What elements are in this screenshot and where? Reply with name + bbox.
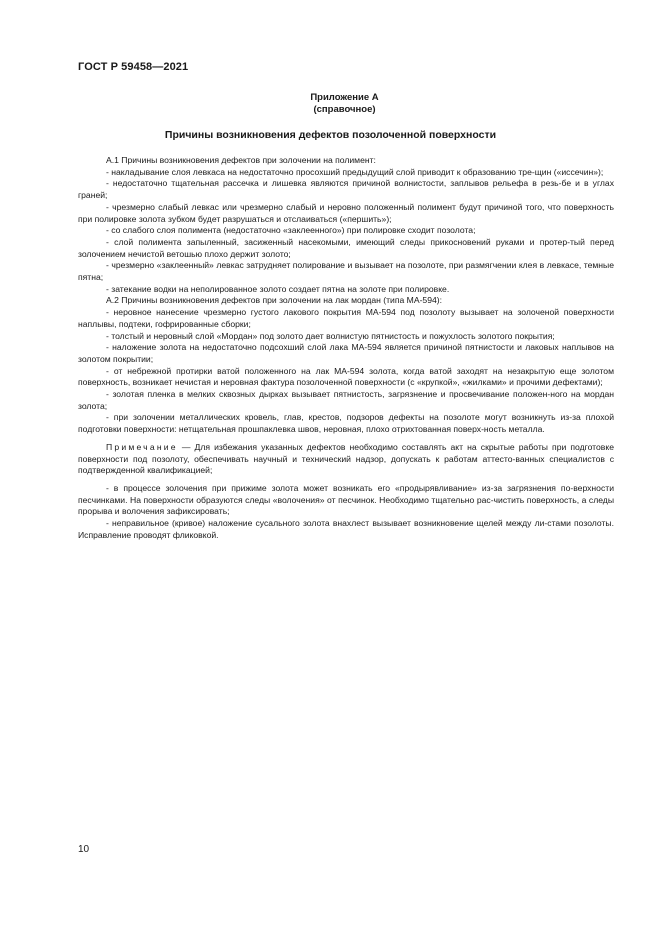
paragraph: - в процессе золочения при прижиме золота может возникать его «продырявливание» из-за загрязнения по-верхности песчинками. На поверхности образуются следы «волочения» от песчинок. Необходимо тщательно рас-чистить поверхность, а следы прорыва и волочения зафиксировать; [78, 482, 614, 517]
paragraph: - чрезмерно слабый левкас или чрезмерно слабый и неровно положенный полимент будут причиной того, что поверхность при полировке золота зубком будет разрушаться и отслаиваться («першить»); [78, 201, 614, 224]
paragraph: - со слабого слоя полимента (недостаточно «заклеенного») при полировке сходит позолота; [106, 225, 476, 236]
paragraph: - неправильное (кривое) наложение сусального золота внахлест вызывает возникновение щелей между ли-стами позолоты. Исправление проводят фликовкой. [78, 518, 614, 540]
paragraph: - наложение золота на недостаточно подсохший слой лака МА-594 является причиной пятнистости и лаковых наплывов на золотом покрытии; [78, 342, 614, 364]
note-label: Примечание [106, 441, 178, 452]
paragraph: А.1 Причины возникновения дефектов при золочении на полимент: [106, 155, 376, 165]
paragraph: - затекание водки на неполированное золото создает пятна на золоте при полировке. [106, 283, 450, 294]
paragraph: А.2 Причины возникновения дефектов при золочении на лак мордан (типа МА-594): [106, 295, 443, 306]
appendix-subtitle: (справочное) [313, 104, 376, 115]
note [78, 442, 614, 477]
paragraph: - неровное нанесение чрезмерно густого лакового покрытия МА-594 под позолоту вызывает на золоченой поверхности наплывы, подтеки, гофрированные сборки; [78, 307, 614, 329]
paragraph: - чрезмерно «заклеенный» левкас затрудняет полирование и вызывает на позолоте, при размягчении клея в левкасе, темные пятна; [78, 260, 614, 283]
paragraph: - недостаточно тщательная рассечка и лишевка являются причиной волнистости, заплывов рельефа в резь-бе и в углах граней; [78, 178, 614, 201]
appendix-heading: Причины возникновения дефектов позолоченной поверхности [164, 129, 497, 141]
paragraph: - накладывание слоя левкаса на недостаточно просохший предыдущий слой приводит к образованию тре-щин («иссечин»); [106, 166, 604, 177]
paragraph: - толстый и неровный слой «Мордан» под золото дает волнистую пятнистость и пожухлость золотого покрытия; [106, 330, 555, 341]
body-text [78, 155, 614, 542]
page-number: 10 [78, 844, 90, 855]
appendix-title: Приложение А [310, 92, 379, 103]
document-code: ГОСТ Р 59458—2021 [78, 61, 189, 73]
note-text: — Для избежания указанных дефектов необходимо составлять акт на скрытые работы при подготовке поверхности под позолоту, обеспечивать научный и технический надзор, допускать к работам аттесто-ванных специалистов с подтвержденной квалификацией; [78, 441, 614, 476]
paragraph: - при золочении металлических кровель, глав, крестов, подзоров дефекты на позолоте могут возникнуть из-за плохой подготовки поверхности: нетщательная прошпаклевка швов, неровная, плохо отрихтованная поверх-ность металла. [78, 412, 614, 435]
paragraph: - от небрежной протирки ватой положенного на лак МА-594 золота, когда ватой заходят на незакрытую еще золотом поверхность, возникает нечистая и неровная фактура позолоченной поверхности (с «крупкой», «жилками» и прочими дефектами); [78, 365, 614, 388]
paragraph: - слой полимента запыленный, засиженный насекомыми, имеющий следы прикосновений руками и протер-тый перед золочением нечистой ветошью плохо держит золото; [78, 236, 614, 259]
paragraph: - золотая пленка в мелких сквозных дырках вызывает пятнистость, загрязнение и просвечивание положен-ного на мордан золота; [78, 389, 614, 411]
